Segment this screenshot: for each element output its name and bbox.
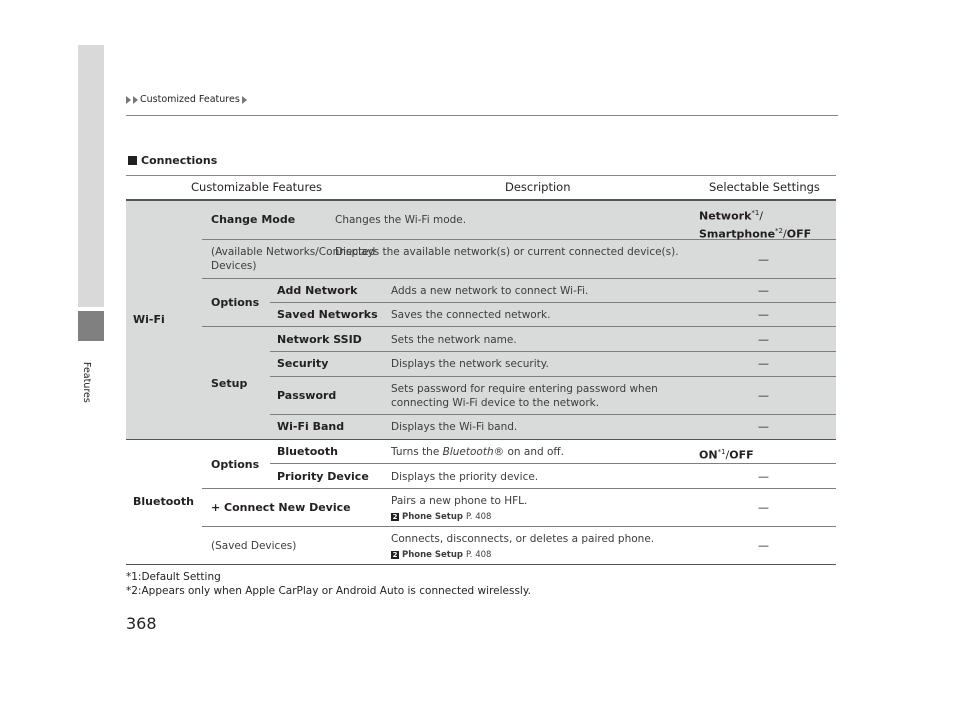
wifi-options-label: Options: [211, 296, 260, 309]
side-tab[interactable]: [78, 311, 104, 341]
side-label: Features: [81, 362, 92, 403]
header-settings: Selectable Settings: [709, 180, 820, 194]
row-divider: [202, 278, 836, 279]
row-priority-desc: Displays the priority device.: [391, 471, 539, 483]
row-password-desc: Sets password for require entering password when connecting Wi-Fi device to the network.: [391, 383, 658, 409]
ref-icon: 2: [392, 551, 398, 559]
row-bluetooth-setting: ON$^{*1}$/OFF: [699, 448, 754, 462]
row-add-network-setting: —: [758, 284, 769, 297]
row-password-name: Password: [277, 389, 337, 402]
triangle-right-icon: [133, 96, 138, 104]
row-priority-setting: —: [758, 470, 769, 483]
row-change-mode-setting: Network$^{*1}$/ Smartphone$^{*2}$/OFF: [699, 209, 812, 241]
row-security-setting: —: [758, 357, 769, 370]
row-available-desc: Displays the available network(s) or current connected device(s).: [335, 246, 679, 258]
row-divider: [202, 526, 836, 527]
bluetooth-options-label: Options: [211, 458, 260, 471]
breadcrumb[interactable]: [126, 94, 247, 105]
row-saved-devices-setting: —: [758, 539, 769, 552]
row-change-mode-desc: Changes the Wi-Fi mode.: [335, 214, 467, 226]
breadcrumb-label: Customized Features: [140, 94, 240, 105]
row-divider: [202, 326, 836, 327]
section-title: [128, 154, 217, 167]
header-description: Description: [505, 180, 571, 194]
row-security-desc: Displays the network security.: [391, 358, 549, 370]
ref-icon: 2: [392, 513, 398, 521]
row-divider: [202, 488, 836, 489]
row-available-setting: —: [758, 253, 769, 266]
header-features: Customizable Features: [191, 180, 323, 194]
row-band-desc: Displays the Wi-Fi band.: [391, 421, 518, 433]
row-bluetooth-name: Bluetooth: [277, 445, 338, 458]
section-divider: [126, 439, 836, 440]
row-band-name: Wi-Fi Band: [277, 420, 345, 433]
row-ssid-desc: Sets the network name.: [391, 334, 517, 346]
row-saved-devices-desc: Connects, disconnects, or deletes a paired phone. 2 Phone Setup P. 408: [391, 533, 655, 560]
row-divider: [270, 302, 836, 303]
ref-link[interactable]: 2 Phone Setup P. 408: [392, 550, 492, 560]
row-connect-desc: Pairs a new phone to HFL. 2 Phone Setup P. 408: [391, 495, 528, 522]
row-ssid-setting: —: [758, 333, 769, 346]
ref-link[interactable]: 2 Phone Setup P. 408: [392, 512, 492, 522]
row-divider: [270, 463, 836, 464]
bluetooth-group-label: Bluetooth: [133, 495, 194, 508]
footnote-2: *2:Appears only when Apple CarPlay or Android Auto is connected wirelessly.: [126, 585, 531, 597]
row-priority-name: Priority Device: [277, 470, 369, 483]
row-connect-name: + Connect New Device: [211, 501, 351, 514]
row-divider: [270, 351, 836, 352]
wifi-group-label: Wi-Fi: [133, 313, 165, 326]
square-bullet-icon: [128, 156, 137, 165]
top-divider: [126, 115, 838, 116]
row-saved-devices-name: (Saved Devices): [211, 540, 297, 552]
row-security-name: Security: [277, 357, 329, 370]
table-bottom-line: [126, 564, 836, 565]
row-divider: [270, 376, 836, 377]
triangle-right-icon: [242, 96, 247, 104]
footnote-1: *1:Default Setting: [126, 571, 221, 583]
row-divider: [270, 414, 836, 415]
row-band-setting: —: [758, 420, 769, 433]
row-ssid-name: Network SSID: [277, 333, 362, 346]
section-title-text: Connections: [141, 154, 218, 167]
row-change-mode-name: Change Mode: [211, 213, 296, 226]
wifi-setup-label: Setup: [211, 377, 248, 390]
row-bluetooth-desc: Turns the Bluetooth® on and off.: [391, 446, 564, 458]
triangle-right-icon: [126, 96, 131, 104]
header-top-line: [126, 175, 836, 176]
side-bar: [78, 45, 104, 307]
page-number: 368: [126, 614, 157, 633]
row-connect-setting: —: [758, 501, 769, 514]
row-password-setting: —: [758, 389, 769, 402]
row-available-name: (Available Networks/Connected Devices): [211, 246, 376, 272]
row-saved-networks-desc: Saves the connected network.: [391, 309, 551, 321]
row-add-network-name: Add Network: [277, 284, 358, 297]
row-add-network-desc: Adds a new network to connect Wi-Fi.: [391, 285, 589, 297]
row-saved-networks-name: Saved Networks: [277, 308, 378, 321]
row-saved-networks-setting: —: [758, 308, 769, 321]
